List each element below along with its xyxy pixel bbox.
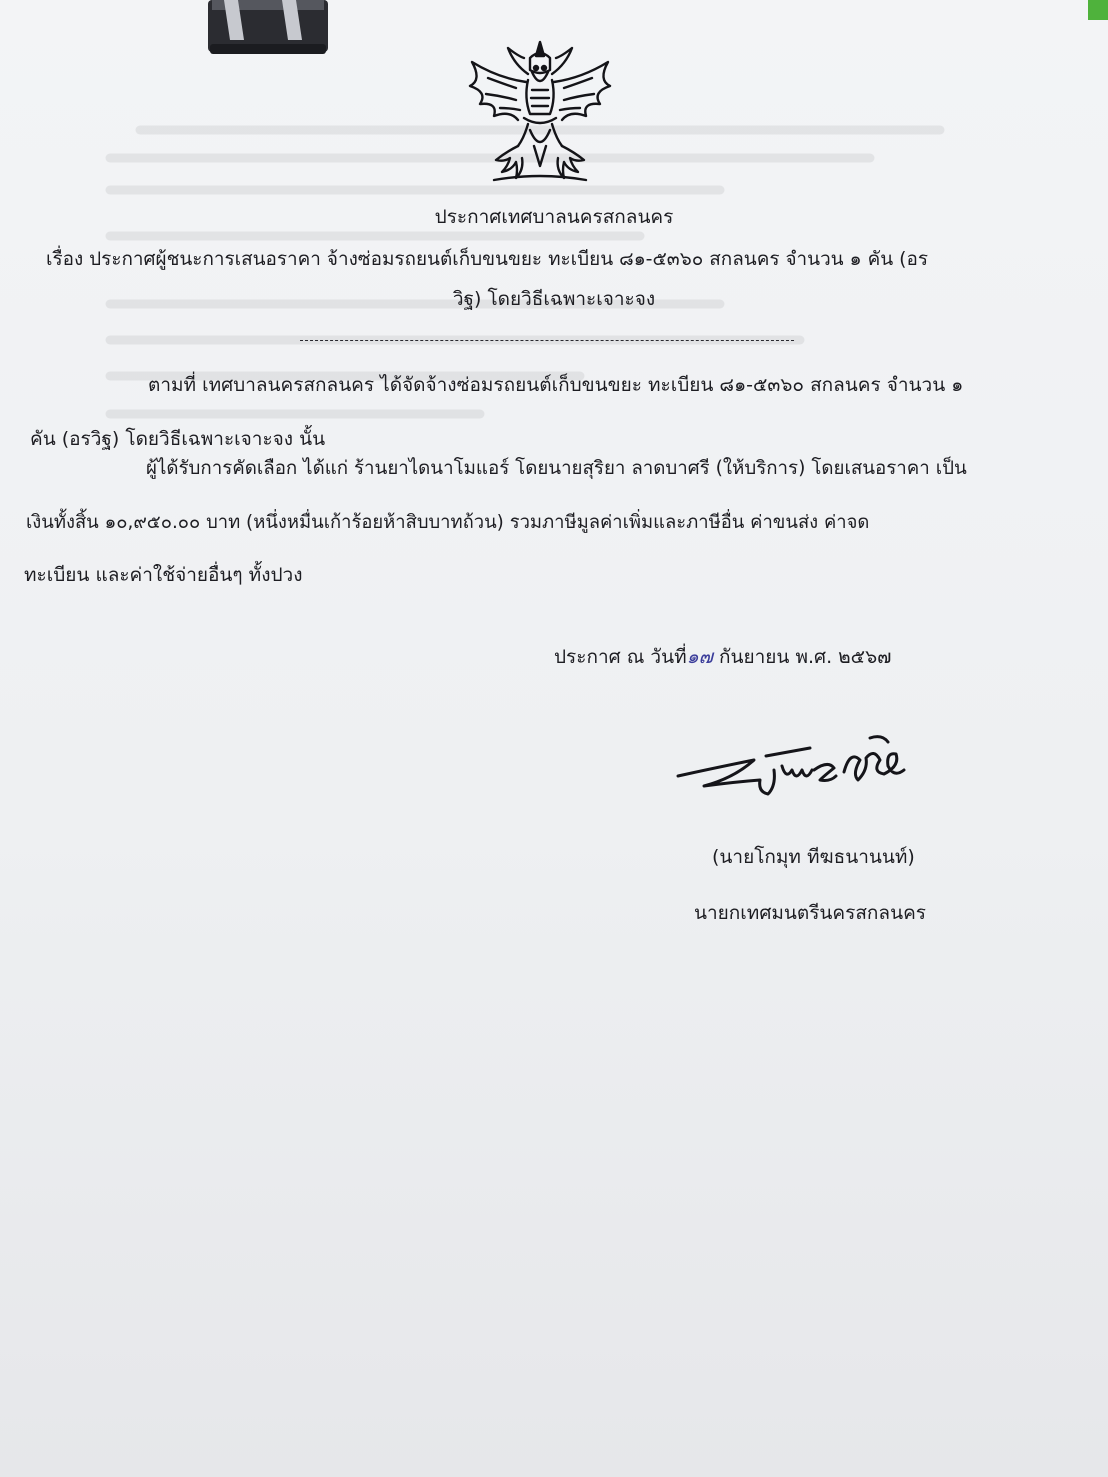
binder-clip-icon <box>208 0 328 56</box>
subject-line-2: วิฐ) โดยวิธีเฉพาะเจาะจง <box>452 288 656 310</box>
announcement-date <box>554 644 891 670</box>
handwritten-signature-icon <box>674 730 914 800</box>
background-corner <box>1088 0 1108 20</box>
garuda-emblem-icon <box>458 34 622 188</box>
signatory-name: (นายโกมุท ทีฆธนานนท์) <box>712 846 915 868</box>
dashed-divider <box>300 340 794 341</box>
announcement-header: ประกาศเทศบาลนครสกลนคร <box>434 206 674 228</box>
date-prefix: ประกาศ ณ วันที่ <box>554 646 687 668</box>
body-paragraph-2-line-3: ทะเบียน และค่าใช้จ่ายอื่นๆ ทั้งปวง <box>24 564 303 586</box>
date-suffix: กันยายน พ.ศ. ๒๕๖๗ <box>719 646 892 668</box>
body-paragraph-2-line-2: เงินทั้งสิ้น ๑๐,๙๕๐.๐๐ บาท (หนึ่งหมื่นเก้าร้อยห้าสิบบาทถ้วน) รวมภาษีมูลค่าเพิ่มและภาษีอื่น ค่าขนส่ง ค่าจด <box>26 512 870 533</box>
body-paragraph-1-line-1: ตามที่ เทศบาลนครสกลนคร ได้จัดจ้างซ่อมรถยนต์เก็บขนขยะ ทะเบียน ๘๑-๕๓๖๐ สกลนคร จำนวน ๑ <box>148 374 964 396</box>
date-day-handwritten: ๑๗ <box>686 646 713 668</box>
subject-line-1: เรื่อง ประกาศผู้ชนะการเสนอราคา จ้างซ่อมรถยนต์เก็บขนขยะ ทะเบียน ๘๑-๕๓๖๐ สกลนคร จำนวน ๑ คัน (อร <box>46 248 929 270</box>
signatory-title: นายกเทศมนตรีนครสกลนคร <box>694 902 926 924</box>
body-paragraph-1-line-2: คัน (อรวิฐ) โดยวิธีเฉพาะเจาะจง นั้น <box>30 428 326 450</box>
body-paragraph-2-line-1: ผู้ได้รับการคัดเลือก ได้แก่ ร้านยาไดนาโมแอร์ โดยนายสุริยา ลาดบาศรี (ให้บริการ) โดยเสนอราคา เป็น <box>146 458 967 479</box>
